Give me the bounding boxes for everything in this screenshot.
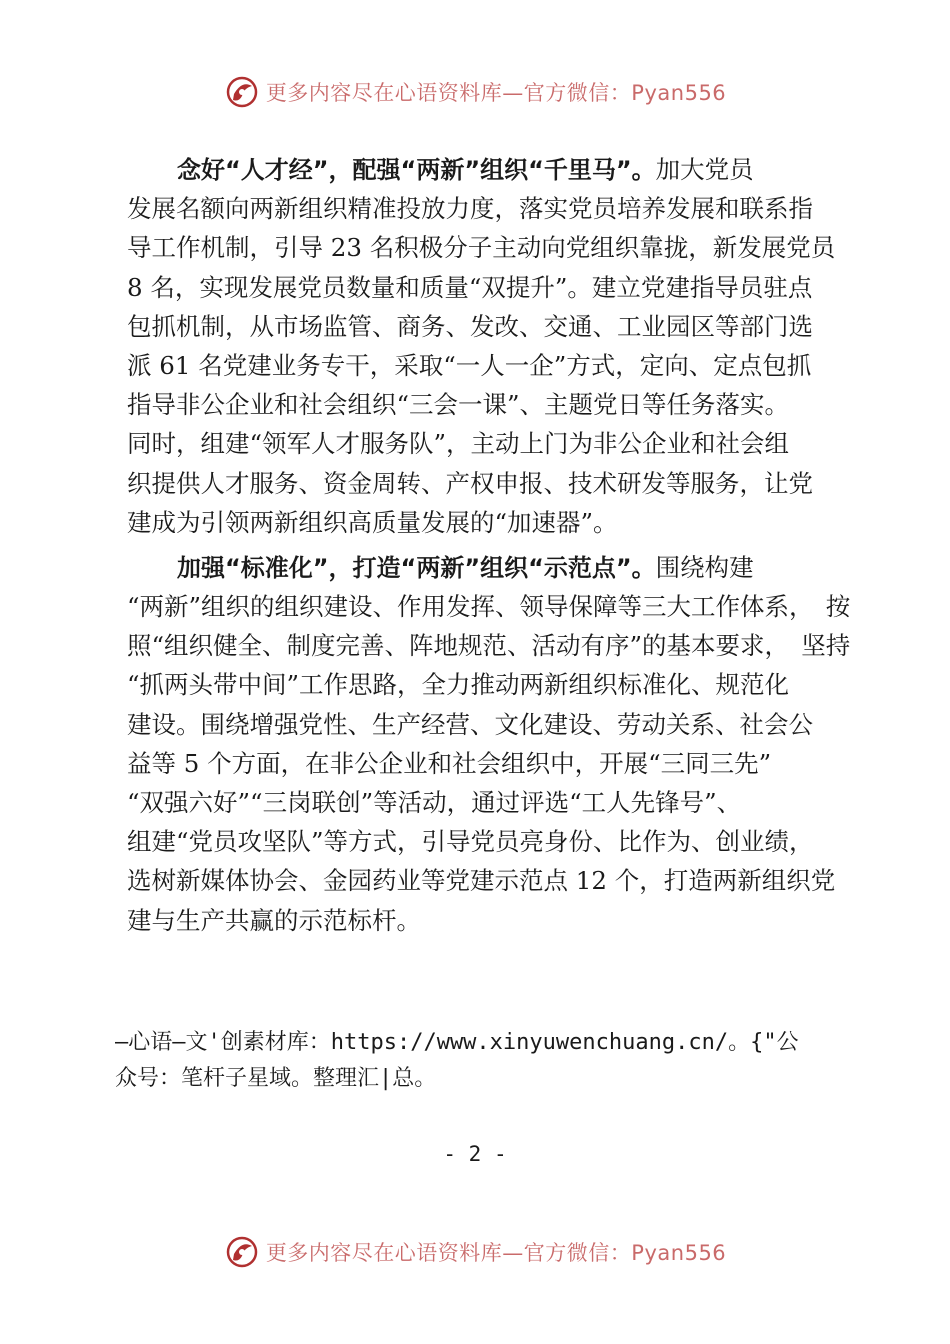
- document-body: [127, 150, 851, 940]
- xinyu-logo-icon: [224, 1234, 260, 1270]
- paragraph-heading: 加强“标准化”，打造“两新”组织“示范点”。: [177, 553, 656, 582]
- footer-watermark: [0, 1232, 950, 1272]
- watermark-text: 更多内容尽在心语资料库—官方微信：Pyan556: [265, 81, 727, 105]
- paragraph-text: 围绕构建: [655, 552, 754, 582]
- paragraph-line: 选树新媒体协会、金园药业等党建示范点 12 个，打造两新组织党: [127, 866, 836, 896]
- paragraph-line: 导工作机制，引导 23 名积极分子主动向党组织靠拢，新发展党员: [127, 233, 836, 263]
- source-note-line: 众号：笔杆子星域。整理汇|总。: [115, 1066, 437, 1091]
- paragraph-line: 包抓机制，从市场监管、商务、发改、交通、工业园区等部门选: [127, 311, 813, 341]
- paragraph-line: 建与生产共赢的示范标杆。: [127, 905, 421, 935]
- paragraph-line: 照“组织健全、制度完善、阵地规范、活动有序”的基本要求， 坚持: [127, 631, 851, 661]
- paragraph-line: 发展名额向两新组织精准投放力度，落实党员培养发展和联系指: [127, 194, 813, 224]
- paragraph-line: 建设。围绕增强党性、生产经营、文化建设、劳动关系、社会公: [127, 709, 813, 739]
- paragraph-line: 织提供人才服务、资金周转、产权申报、技术研发等服务，让党: [127, 468, 813, 498]
- paragraph-line: “抓两头带中间”工作思路，全力推动两新组织标准化、规范化: [127, 670, 790, 700]
- xinyu-logo-icon: [224, 74, 260, 110]
- paragraph-line: “双强六好”“三岗联创”等活动，通过评选“工人先锋号”、: [127, 788, 742, 817]
- paragraph-line: 派 61 名党建业务专干，采取“一人一企”方式，定向、定点包抓: [127, 350, 812, 380]
- paragraph-heading: 念好“人才经”，配强“两新”组织“千里马”。: [177, 156, 656, 184]
- page-number: - 2 -: [443, 1142, 507, 1166]
- paragraph-talent: [127, 150, 836, 542]
- header-watermark: [0, 72, 950, 112]
- paragraph-line: 组建“党员攻坚队”等方式，引导党员亮身份、比作为、创业绩，: [127, 827, 814, 857]
- watermark-text: 更多内容尽在心语资料库—官方微信：Pyan556: [265, 1241, 727, 1265]
- paragraph-line: 指导非公企业和社会组织“三会一课”、主题党日等任务落实。: [127, 390, 790, 420]
- paragraph-text: 加大党员: [655, 155, 754, 184]
- paragraph-line: “两新”组织的组织建设、作用发挥、领导保障等三大工作体系， 按: [127, 592, 851, 622]
- paragraph-line: 建成为引领两新组织高质量发展的“加速器”。: [127, 507, 618, 537]
- paragraph-first-line: [127, 548, 832, 587]
- source-note: [115, 1025, 855, 1097]
- paragraph-first-line: [127, 150, 832, 189]
- source-note-line: —心语—文'创素材库：https://www.xinyuwenchuang.cn/。{"公: [115, 1030, 799, 1055]
- paragraph-line: 益等 5 个方面，在非公企业和社会组织中，开展“三同三先”: [127, 748, 772, 778]
- paragraph-line: 同时，组建“领军人才服务队”，主动上门为非公企业和社会组: [127, 429, 790, 459]
- paragraph-standardization: [127, 548, 851, 940]
- paragraph-line: 8 名，实现发展党员数量和质量“双提升”。建立党建指导员驻点: [127, 272, 813, 302]
